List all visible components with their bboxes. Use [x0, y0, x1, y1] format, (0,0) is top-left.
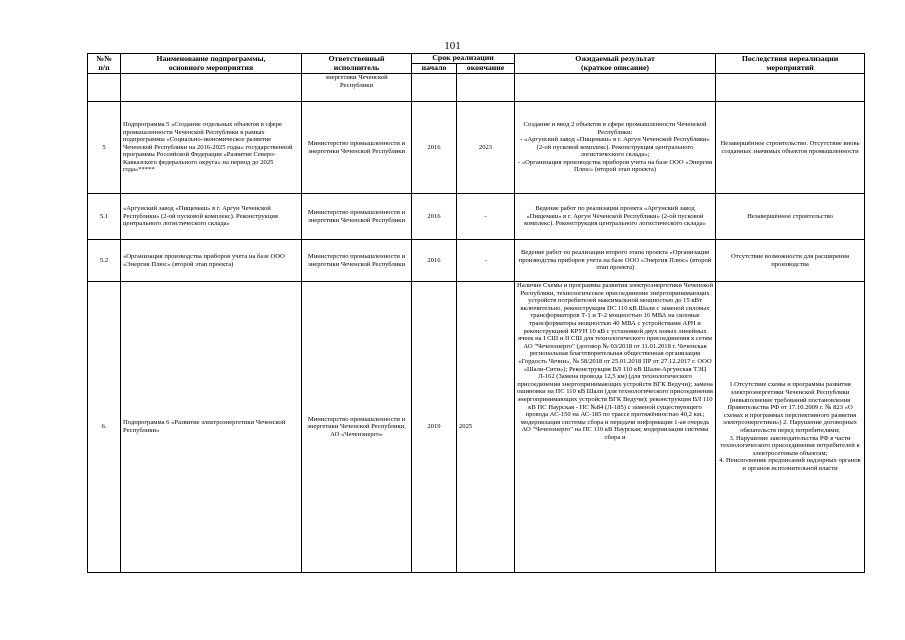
cell-start: 2019 — [412, 282, 457, 573]
cell-num: 6. — [88, 282, 121, 573]
header-consequences-text: Последствия нереализации мероприятий — [741, 54, 839, 72]
cell-result: Создание и ввод 2 объектов в сфере промышленности Чеченской Республики: - «Аргунский завод «Пищемаш» в г. Аргун Чеченской Республики» (2-ой пусковой комплекс). Реконструкция центрального логистического склада»; - «Организация производства приборов учета на базе ООО «Энергия Плюс» (второй этап проекта) — [515, 102, 716, 194]
cell-consequences: Незавершённое строительство. Отсутствие вновь созданных значимых объектов промышленности — [716, 102, 865, 194]
cell-result: Ведение работ по реализации второго этапа проекта «Организация производства приборов учета на базе ООО «Энергия Плюс» (второй этап проекта) — [515, 240, 716, 282]
table-row — [88, 282, 865, 573]
program-table — [87, 53, 865, 573]
cell-consequences: Отсутствие возможности для расширения производства — [716, 240, 865, 282]
cell-consequences: 1.Отсутствие схемы и программы развития электроэнергетики Чеченской Республики (невыполнение требований постановления Правительства РФ от 17.10.2009 г. № 823 «О схемах и программах перспективного развития электроэнергетики») 2. Нарушение договорных обязательств перед потребителями; 3. Нарушение законодательства РФ в части технологического присоединения потребителей к электросетевым объектам; 4. Неисполнение предписаний надзорных органов и органов исполнительной власти — [716, 282, 865, 573]
header-result-text: Ожидаемый результат (краткое описание) — [575, 54, 655, 72]
cell-num: 5.1 — [88, 194, 121, 240]
cell-executor: Министерство промышленности и энергетики Чеченской Республики, АО «Чеченэнерго» — [302, 282, 412, 573]
header-executor — [302, 54, 412, 74]
header-start: начало — [412, 64, 457, 74]
cell-name: «Организация производства приборов учета на базе ООО «Энергия Плюс» (второй этап проекта) — [121, 240, 302, 282]
cell-end: 2023 — [457, 102, 515, 194]
header-name — [121, 54, 302, 74]
cell-empty — [88, 74, 121, 102]
cell-executor: Министерство промышленности и энергетики Чеченской Республики — [302, 240, 412, 282]
cell-executor: Министерство промышленности и энергетики Чеченской Республики — [302, 102, 412, 194]
header-num — [88, 54, 121, 74]
table-row — [88, 102, 865, 194]
cell-empty — [121, 74, 302, 102]
cell-name: Подпрограмма 6 «Развитие электроэнергетики Чеченской Республики» — [121, 282, 302, 573]
cell-executor: Министерство промышленности и энергетики Чеченской Республики — [302, 194, 412, 240]
header-consequences — [716, 54, 865, 74]
header-period: Срок реализации — [412, 54, 515, 64]
cell-consequences: Незавершённое строительство — [716, 194, 865, 240]
header-num-text: №№ п/п — [96, 54, 112, 72]
cell-end: - — [457, 240, 515, 282]
cell-empty — [412, 74, 457, 102]
executor-continuation-text: энергетики Чеченской Республики — [325, 74, 388, 89]
cell-start: 2016 — [412, 194, 457, 240]
cell-name: Подпрограмма 5 «Создание отдельных объектов в сфере промышленности Чеченской Республики в рамках подпрограммы «Социально-экономическое развитие Чеченской Республики на 2016-2025 годы» государственной программы Российской Федерации «Развитие Северо-Кавказского федерального округа» на период до 2025 года»***** — [121, 102, 302, 194]
cell-result: Ведение работ по реализации проекта «Аргунский завод «Пищемаш» в г. Аргун Чеченской Республики» (2-ой пусковой комплекс). Реконструкция центрального логистического склада» — [515, 194, 716, 240]
cell-end: 2025 — [457, 282, 515, 573]
cell-name: «Аргунский завод «Пищемаш» в г. Аргун Чеченской Республики» (2-ой пусковой комплекс). Реконструкция центрального логистического склада» — [121, 194, 302, 240]
cell-num: 5 — [88, 102, 121, 194]
header-executor-text: Ответственный исполнитель — [328, 54, 385, 72]
cell-empty — [716, 74, 865, 102]
cell-result-text: Наличие Схемы и программы развития электроэнергетики Чеченской Республики, технологическое присоединение энергопринимающих устройств потребителей максимальной мощностью до 15 кВт включительно, реконструкция ПС 110 кВ Шали с заменой силовых трансформаторов Т-1 и Т-2 мощностью 16 МВА на силовые трансформаторы мощностью 40 МВА с устройствами АРН и реконструкцией КРУН 10 кВ с установкой двух новых линейных ячеек на I СШ и II СШ для технологического присоединения к сетям АО "Чеченэнерго" (договор № 03/2018 от 11.01.2018 г. Чеченская региональная благотворительная общественная организация «Гордость Чечни», № 58/2018 от 25.01.2018 ПР от 27.12.2017 г. ООО «Шали-Сити»); Реконструкция ВЛ 110 кВ Шали-Аргунская ТЭЦ Л-162 (Замена провода 12,5 км) (для технологического присоединения энергопринимающих устройств ВГК Ведучи); замена ошиновки на ПС 110 кВ Шали (для технологического присоединения энергопринимающих устройств ВГК Ведучи); реконструкция ВЛ 110 кВ ПС Наурская - ПС №84 (Л-185) с заменой существующего провода АС-150 на АС-185 по трассе протяжённостью 40,2 км.; модернизация системы сбора и передачи информации 1-ая очередь АО "Чеченэнерго" на ПС 110 кВ Наурская; модернизация системы сбора и — [517, 282, 713, 441]
cell-start: 2016 — [412, 240, 457, 282]
cell-num: 5.2 — [88, 240, 121, 282]
header-end: окончание — [457, 64, 515, 74]
cell-empty — [457, 74, 515, 102]
page-number: 101 — [444, 40, 461, 52]
header-name-text: Наименование подпрограммы, основного мероприятия — [156, 54, 266, 72]
cell-start: 2016 — [412, 102, 457, 194]
cell-end: - — [457, 194, 515, 240]
table-row-continuation — [88, 74, 865, 102]
table-row — [88, 240, 865, 282]
cell-result — [515, 282, 716, 573]
header-result — [515, 54, 716, 74]
cell-empty — [515, 74, 716, 102]
table-row — [88, 194, 865, 240]
cell-executor-continuation — [302, 74, 412, 102]
